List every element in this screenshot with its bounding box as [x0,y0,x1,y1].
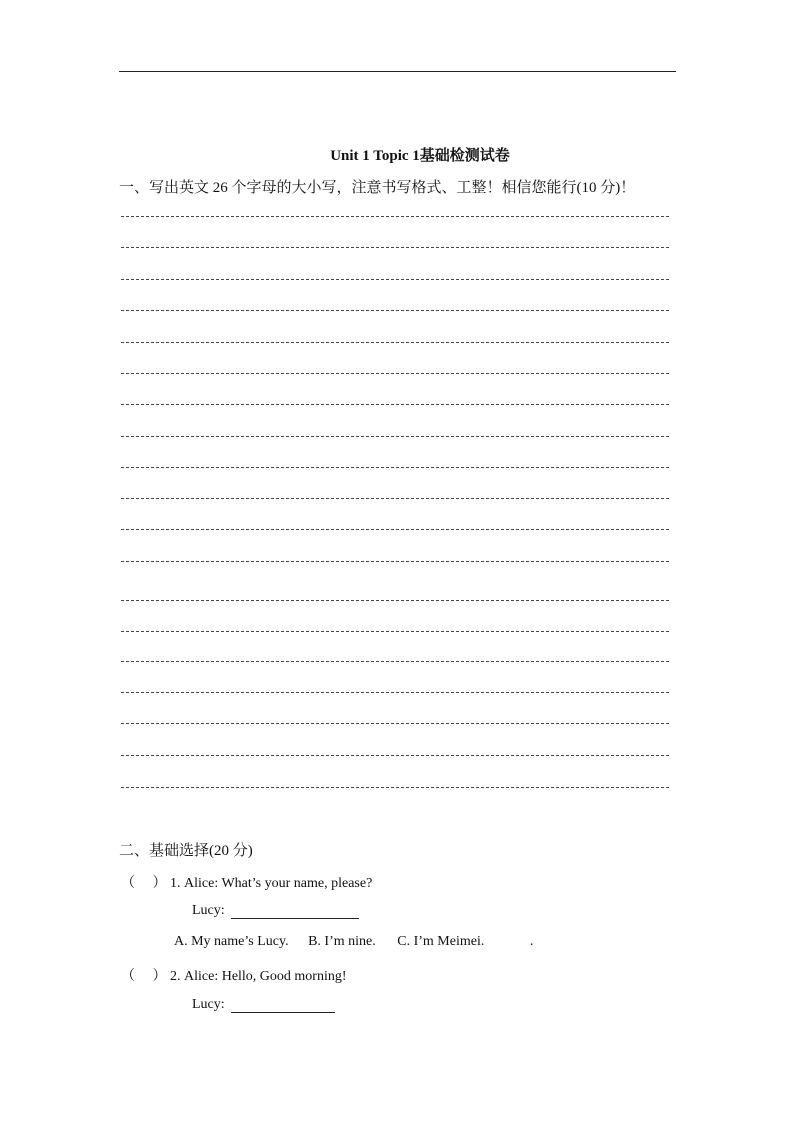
question-1 [121,872,372,892]
question-2-answer-line [192,997,335,1013]
writing-line [121,561,669,562]
question-1-options [174,934,533,950]
page-title: Unit 1 Topic 1基础检测试卷 [330,148,510,164]
writing-line [121,692,669,693]
writing-line [121,723,669,724]
section2-heading: 二、基础选择(20 分) [119,843,253,859]
trailing-period: . [529,934,534,949]
writing-line [121,631,669,632]
writing-line [121,755,669,756]
question-1-answer-line [192,903,359,919]
answer-parentheses: （ ） [121,876,167,891]
writing-line [121,467,669,468]
writing-line [121,310,669,311]
question-prompt: 1. Alice: What’s your name, please? [170,876,373,891]
option-c: C. I’m Meimei. [397,934,485,949]
answer-parentheses: （ ） [121,969,167,984]
answer-label: Lucy: [192,903,225,918]
header-rule [119,71,676,72]
option-b: B. I’m nine. [308,934,376,949]
option-a: A. My name’s Lucy. [174,934,289,949]
writing-line [121,404,669,405]
writing-line [121,600,669,601]
writing-line [121,279,669,280]
answer-label: Lucy: [192,997,225,1012]
writing-line [121,373,669,374]
writing-line [121,661,669,662]
writing-line [121,529,669,530]
writing-line [121,498,669,499]
writing-line [121,342,669,343]
writing-line [121,787,669,788]
answer-blank[interactable] [231,998,335,1013]
writing-line [121,436,669,437]
answer-blank[interactable] [231,904,359,919]
question-2 [121,965,347,985]
section1-heading: 一、写出英文 26 个字母的大小写，注意书写格式、工整！相信您能行(10 分)！ [119,180,636,196]
writing-line [121,247,669,248]
question-prompt: 2. Alice: Hello, Good morning! [170,969,347,984]
writing-line [121,216,669,217]
